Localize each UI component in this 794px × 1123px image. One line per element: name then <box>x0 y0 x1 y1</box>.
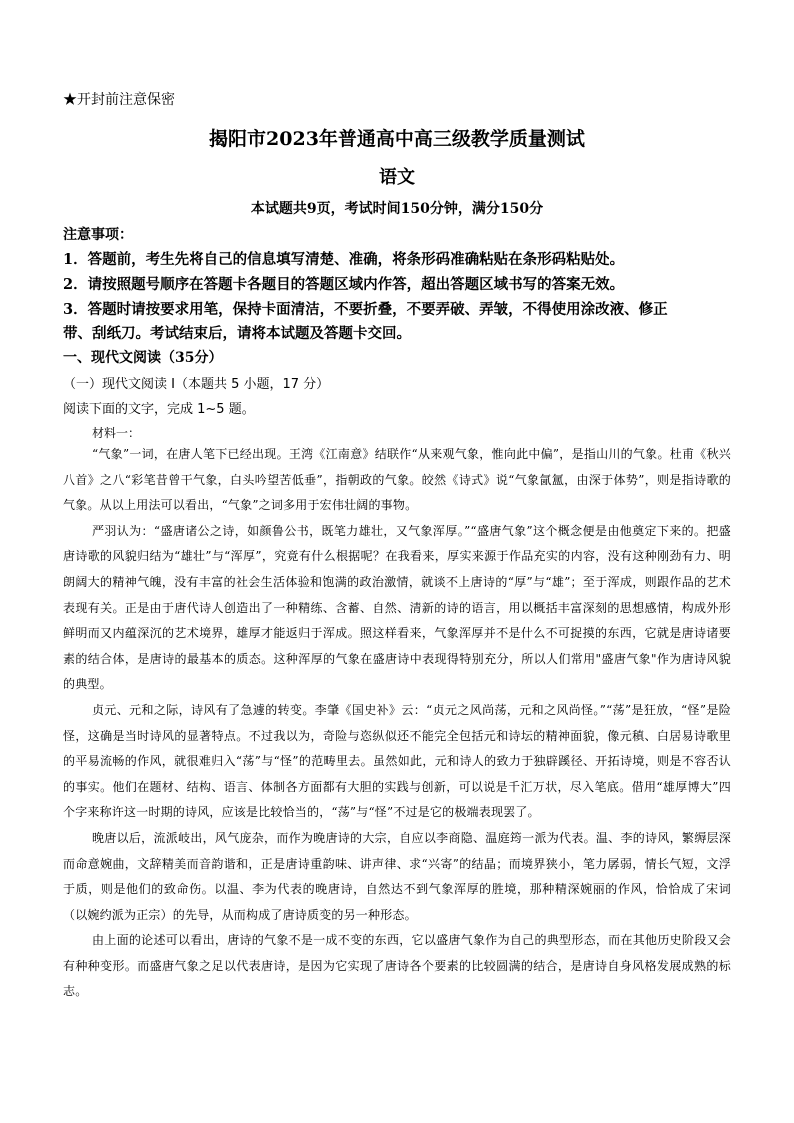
passage-paragraph-1: “气象”一词，在唐人笔下已经出现。王湾《江南意》结联作“从来观气象，惟向此中偏”，是指山川的气象。杜甫《秋兴八首》之八“彩笔昔曾干气象，白头吟望苦低垂”，指朝政的气象。皎然《诗式》说“气象氤氲，由深于体势”，则是指诗歌的气象。从以上用法可以看出，“气象”之词多用于宏伟壮阔的事物。 <box>63 447 731 513</box>
note-item-2: 2．请按照题号顺序在答题卡各题目的答题区域内作答，超出答题区域书写的答案无效。 <box>63 276 625 293</box>
subject-title: 语文 <box>379 167 415 188</box>
subsection-title: （一）现代文阅读 I（本题共 5 小题，17 分） <box>63 377 330 392</box>
exam-info: 本试题共9页，考试时间150分钟，满分150分 <box>250 201 544 217</box>
exam-title: 揭阳市2023年普通高中高三级教学质量测试 <box>209 128 585 150</box>
notes-heading: 注意事项： <box>63 227 133 243</box>
passage <box>63 442 731 1005</box>
note-item-3: 3．答题时请按要求用笔，保持卡面清洁，不要折叠，不要弄破、弄皱，不得使用涂改液、修正 <box>63 301 668 318</box>
passage-paragraph-2: 严羽认为：“盛唐诸公之诗，如颜鲁公书，既笔力雄壮，又气象浑厚。”“盛唐气象”这个概念便是由他奠定下来的。把盛唐诗歌的风貌归结为“雄壮”与“浑厚”，究竟有什么根据呢？在我看来，厚实来源于作品充实的内容，没有这种刚劲有力、明朗阔大的精神气魄，没有丰富的社会生活体验和饱满的政治激情，就谈不上唐诗的“厚”与“雄”；至于浑成，则跟作品的艺术表现有关。正是由于唐代诗人创造出了一种精练、含蓄、自然、清新的诗的语言，用以概括丰富深刻的思想感情，构成外形鲜明而又内蕴深沉的艺术境界，雄厚才能返归于浑成。照这样看来，气象浑厚并不是什么不可捉摸的东西，它就是唐诗诸要素的结合体，是唐诗的最基本的质态。这种浑厚的气象在盛唐诗中表现得特别充分，所以人们常用"盛唐气象"作为唐诗风貌的典型。 <box>63 523 731 692</box>
passage-paragraph-3: 贞元、元和之际，诗风有了急遽的转变。李肇《国史补》云：“贞元之风尚荡，元和之风尚怪。”“荡”是狂放，“怪”是险怪，这确是当时诗风的显著特点。不过我以为，奇险与恣纵似还不能完全包括元和诗坛的精神面貌，像元稹、白居易诗歌里的平易流畅的作风，就很难归入“荡”与“怪”的范畴里去。虽然如此，元和诗人的致力于独辟蹊径、开拓诗境，则是不容否认的事实。他们在题材、结构、语言、体制各方面都有大胆的实践与创新，可以说是千汇万状，尽入笔底。借用“雄厚博大”四个字来称许这一时期的诗风，应该是比较恰当的，“荡”与“怪”不过是它的极端表现罢了。 <box>63 702 731 820</box>
confidential-notice: ★开封前注意保密 <box>63 92 175 108</box>
note-item-3-cont: 带、刮纸刀。考试结束后，请将本试题及答题卡交回。 <box>63 325 411 342</box>
reading-instruction: 阅读下面的文字，完成 1~5 题。 <box>63 402 255 417</box>
passage-paragraph-5: 由上面的论述可以看出，唐诗的气象不是一成不变的东西，它以盛唐气象作为自己的典型形态，而在其他历史阶段又会有种种变形。而盛唐气象之足以代表唐诗，是因为它实现了唐诗各个要素的比较圆满的结合，是唐诗自身风格发展成熟的标志。 <box>63 933 731 999</box>
passage-paragraph-4: 晚唐以后，流派岐出，风气庞杂，而作为晚唐诗的大宗，自应以李商隐、温庭筠一派为代表。温、李的诗风，繁缛层深而命意婉曲，文辞精美而音韵谐和，正是唐诗重韵味、讲声律、求“兴寄”的结晶；而境界狭小，笔力孱弱，情长气短，文浮于质，则是他们的致命伤。以温、李为代表的晚唐诗，自然达不到气象浑厚的胜境，那种精深婉丽的作风，恰恰成了宋词（以婉约派为正宗）的先导，从而构成了唐诗质变的另一种形态。 <box>63 830 731 922</box>
note-item-1: 1．答题前，考生先将自己的信息填写清楚、准确，将条形码准确粘贴在条形码粘贴处。 <box>63 251 625 268</box>
section-title: 一、现代文阅读（35分） <box>63 350 223 366</box>
material-label: 材料一： <box>92 426 141 440</box>
